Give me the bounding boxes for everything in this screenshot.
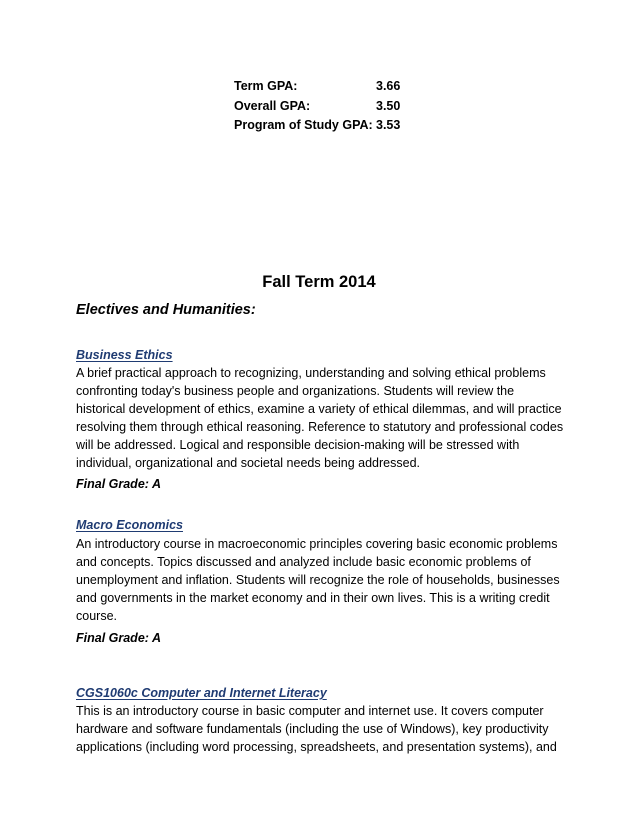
- term-title: Fall Term 2014: [262, 273, 376, 291]
- gpa-value: 3.53: [376, 118, 401, 132]
- gpa-row-term: [234, 77, 400, 97]
- final-grade: Final Grade: A: [76, 477, 161, 491]
- description-line: An introductory course in macroeconomic principles covering basic economic problems: [76, 537, 558, 551]
- gpa-summary: [234, 77, 400, 136]
- description-line: unemployment and inflation. Students will recognize the role of households, businesses: [76, 573, 560, 588]
- description-line: and concepts. Topics discussed and analyzed include basic economic problems of: [76, 555, 531, 570]
- description-line: individual, organizational and societal needs being addressed.: [76, 456, 420, 471]
- description-line: historical development of ethics, examine a variety of ethical dilemmas, and will practice: [76, 402, 562, 417]
- description-line: hardware and software fundamentals (including the use of Windows), key productivity: [76, 722, 549, 737]
- gpa-row-overall: [234, 97, 400, 117]
- gpa-label: Program of Study GPA:: [234, 118, 373, 132]
- description-line: course.: [76, 609, 117, 624]
- gpa-label: Overall GPA:: [234, 98, 311, 113]
- description-line: applications (including word processing, spreadsheets, and presentation systems), and: [76, 740, 557, 755]
- course-title-business-ethics: Business Ethics: [76, 348, 173, 362]
- gpa-row-program: [234, 116, 400, 136]
- course-description: [76, 702, 572, 756]
- description-line: resolving them through ethical reasoning. Reference to statutory and professional codes: [76, 420, 564, 435]
- course-description: [76, 535, 572, 625]
- description-line: A brief practical approach to recognizing, understanding and solving ethical problems: [76, 366, 546, 380]
- gpa-label: Term GPA:: [234, 79, 298, 93]
- gpa-value: 3.66: [376, 79, 401, 93]
- course-title-macro-economics: Macro Economics: [76, 518, 183, 532]
- description-line: confronting today's business people and organizations. Students will review the: [76, 384, 515, 399]
- final-grade: Final Grade: A: [76, 631, 161, 645]
- description-line: This is an introductory course in basic computer and internet use. It covers computer: [76, 704, 544, 718]
- section-heading: Electives and Humanities:: [76, 302, 256, 318]
- gpa-value: 3.50: [376, 98, 401, 113]
- course-description: [76, 364, 572, 473]
- description-line: and governments in the market economy and in their own lives. This is a writing credit: [76, 591, 550, 606]
- description-line: will be addressed. Logical and responsible decision-making will be stressed with: [76, 438, 520, 453]
- course-title-computer-literacy: CGS1060c Computer and Internet Literacy: [76, 686, 327, 700]
